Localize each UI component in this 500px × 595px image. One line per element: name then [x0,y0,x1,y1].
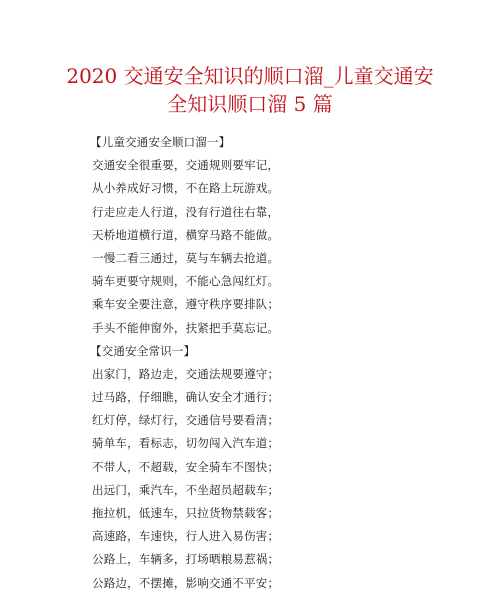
text-line: 骑车更要守规则，不能心急闯红灯。 [92,274,280,289]
text-line: 行走应走人行道，没有行道往右靠， [92,204,280,219]
text-line: 交通安全很重要，交通规则要牢记， [92,158,280,173]
title-line-2: 全知识顺口溜 5 篇 [167,92,333,116]
section-heading: 【儿童交通安全顺口溜一】 [90,135,231,149]
text-line: 一慢二看三通过，莫与车辆去抢道。 [92,250,280,265]
text-line: 手头不能伸窗外，扶紧把手莫忘记。 [92,320,280,335]
document-body [92,131,472,595]
text-line: 出远门，乘汽车，不坐超员超载车； [92,482,280,497]
text-line: 从小养成好习惯，不在路上玩游戏。 [92,181,280,196]
text-line: 乘车安全要注意，遵守秩序要排队； [92,297,280,312]
text-line: 出家门，路边走，交通法规要遵守； [92,366,280,381]
page-title [40,62,460,118]
text-line: 骑单车，看标志，切勿闯入汽车道； [92,436,280,451]
text-line: 不带人，不超载，安全骑车不图快； [92,459,280,474]
text-line: 拖拉机，低速车，只拉货物禁载客； [92,506,280,520]
text-line: 公路上，车辆多，打场晒粮易惹祸； [92,552,280,567]
title-line-1: 2020 交通安全知识的顺口溜_儿童交通安 [66,64,434,88]
text-line: 高速路，车速快，行人进入易伤害； [92,529,280,544]
section-heading: 【交通安全常识一】 [90,343,196,358]
text-line: 红灯停，绿灯行，交通信号要看清； [92,413,280,428]
text-line: 公路边，不摆摊，影响交通不平安； [92,575,280,590]
text-line: 天桥地道横行道，横穿马路不能做。 [92,227,280,242]
text-line: 过马路，仔细瞧，确认安全才通行； [92,390,280,405]
